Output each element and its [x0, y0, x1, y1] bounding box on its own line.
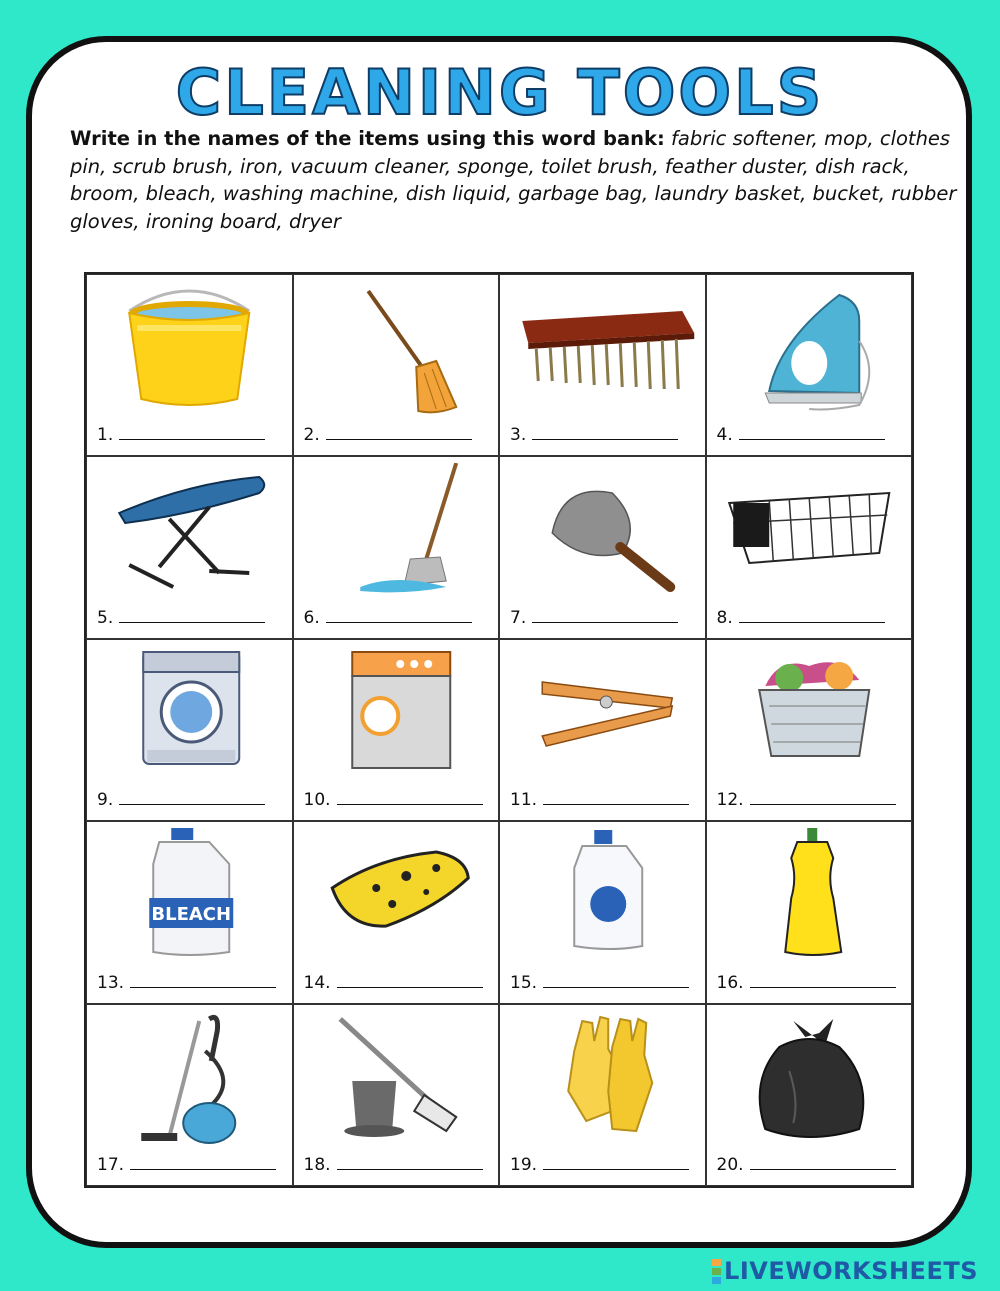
answer-blank[interactable]	[130, 1155, 276, 1170]
clothes-pin-icon	[500, 646, 705, 786]
item-cell	[86, 639, 293, 821]
answer-blank[interactable]	[543, 1155, 689, 1170]
broom-icon	[294, 281, 499, 421]
answer-blank[interactable]	[739, 425, 885, 440]
item-number: 19.	[510, 1154, 538, 1175]
answer-blank[interactable]	[119, 790, 265, 805]
liveworksheets-logo-icon	[712, 1258, 721, 1285]
dryer-icon	[294, 646, 499, 786]
dish-rack-icon	[707, 463, 912, 603]
item-number: 17.	[97, 1154, 125, 1175]
ironing-board-icon	[87, 463, 292, 603]
item-cell	[706, 274, 913, 456]
answer-blank[interactable]	[119, 425, 265, 440]
item-cell	[499, 274, 706, 456]
item-number: 15.	[510, 972, 538, 993]
item-cell	[499, 1004, 706, 1186]
item-cell	[86, 1004, 293, 1186]
item-number: 8.	[716, 607, 733, 628]
item-number: 13.	[97, 972, 125, 993]
answer-blank[interactable]	[750, 1155, 896, 1170]
item-number: 2.	[303, 425, 320, 446]
answer-blank[interactable]	[337, 790, 483, 805]
item-cell	[86, 456, 293, 638]
page-title: CLEANING TOOLS	[175, 56, 825, 129]
item-number: 5.	[97, 607, 114, 628]
word-bank	[70, 125, 962, 235]
answer-blank[interactable]	[130, 973, 276, 988]
item-number: 11.	[510, 790, 538, 811]
item-number: 12.	[716, 790, 744, 811]
answer-blank[interactable]	[532, 608, 678, 623]
brand-footer	[712, 1257, 978, 1285]
item-cell	[706, 821, 913, 1003]
answer-blank[interactable]	[543, 973, 689, 988]
answer-blank[interactable]	[750, 790, 896, 805]
instructions-lead: Write in the names of the items using this word bank:	[70, 127, 665, 150]
garbage-bag-icon	[707, 1011, 912, 1151]
toilet-brush-icon	[294, 1011, 499, 1151]
item-number: 18.	[303, 1154, 331, 1175]
answer-blank[interactable]	[532, 425, 678, 440]
item-cell	[499, 821, 706, 1003]
item-cell	[86, 821, 293, 1003]
item-cell	[293, 1004, 500, 1186]
bleach-icon	[87, 828, 292, 968]
items-grid	[84, 272, 914, 1188]
scrub-brush-icon	[500, 281, 705, 421]
brand-name: LIVEWORKSHEETS	[724, 1257, 978, 1285]
item-number: 20.	[716, 1154, 744, 1175]
item-cell	[499, 456, 706, 638]
washing-machine-icon	[87, 646, 292, 786]
item-number: 9.	[97, 790, 114, 811]
answer-blank[interactable]	[543, 790, 689, 805]
answer-blank[interactable]	[750, 973, 896, 988]
fabric-softener-icon	[500, 828, 705, 968]
rubber-gloves-icon	[500, 1011, 705, 1151]
answer-blank[interactable]	[326, 608, 472, 623]
vacuum-cleaner-icon	[87, 1011, 292, 1151]
iron-icon	[707, 281, 912, 421]
dish-liquid-icon	[707, 828, 912, 968]
item-number: 6.	[303, 607, 320, 628]
item-cell	[499, 639, 706, 821]
item-cell	[706, 1004, 913, 1186]
answer-blank[interactable]	[739, 608, 885, 623]
item-number: 10.	[303, 790, 331, 811]
item-number: 14.	[303, 972, 331, 993]
item-cell	[293, 274, 500, 456]
sponge-icon	[294, 828, 499, 968]
item-cell	[706, 639, 913, 821]
item-cell	[86, 274, 293, 456]
mop-icon	[294, 463, 499, 603]
answer-blank[interactable]	[326, 425, 472, 440]
answer-blank[interactable]	[337, 973, 483, 988]
item-number: 3.	[510, 425, 527, 446]
answer-blank[interactable]	[119, 608, 265, 623]
bucket-icon	[87, 281, 292, 421]
answer-blank[interactable]	[337, 1155, 483, 1170]
item-number: 4.	[716, 425, 733, 446]
laundry-basket-icon	[707, 646, 912, 786]
item-number: 1.	[97, 425, 114, 446]
word-bank-list: fabric softener, mop, clothes pin, scrub brush, iron, vacuum cleaner, sponge, toilet brush, feather duster, dish rack, broom, bleach, washing machine, dish liquid, garbage bag, laundry basket, bucket, rubber gloves, ironing board, dryer	[70, 127, 957, 233]
item-number: 16.	[716, 972, 744, 993]
item-cell	[293, 456, 500, 638]
item-cell	[706, 456, 913, 638]
item-number: 7.	[510, 607, 527, 628]
feather-duster-icon	[500, 463, 705, 603]
bleach-label: BLEACH	[151, 904, 232, 926]
item-cell	[293, 639, 500, 821]
item-cell	[293, 821, 500, 1003]
